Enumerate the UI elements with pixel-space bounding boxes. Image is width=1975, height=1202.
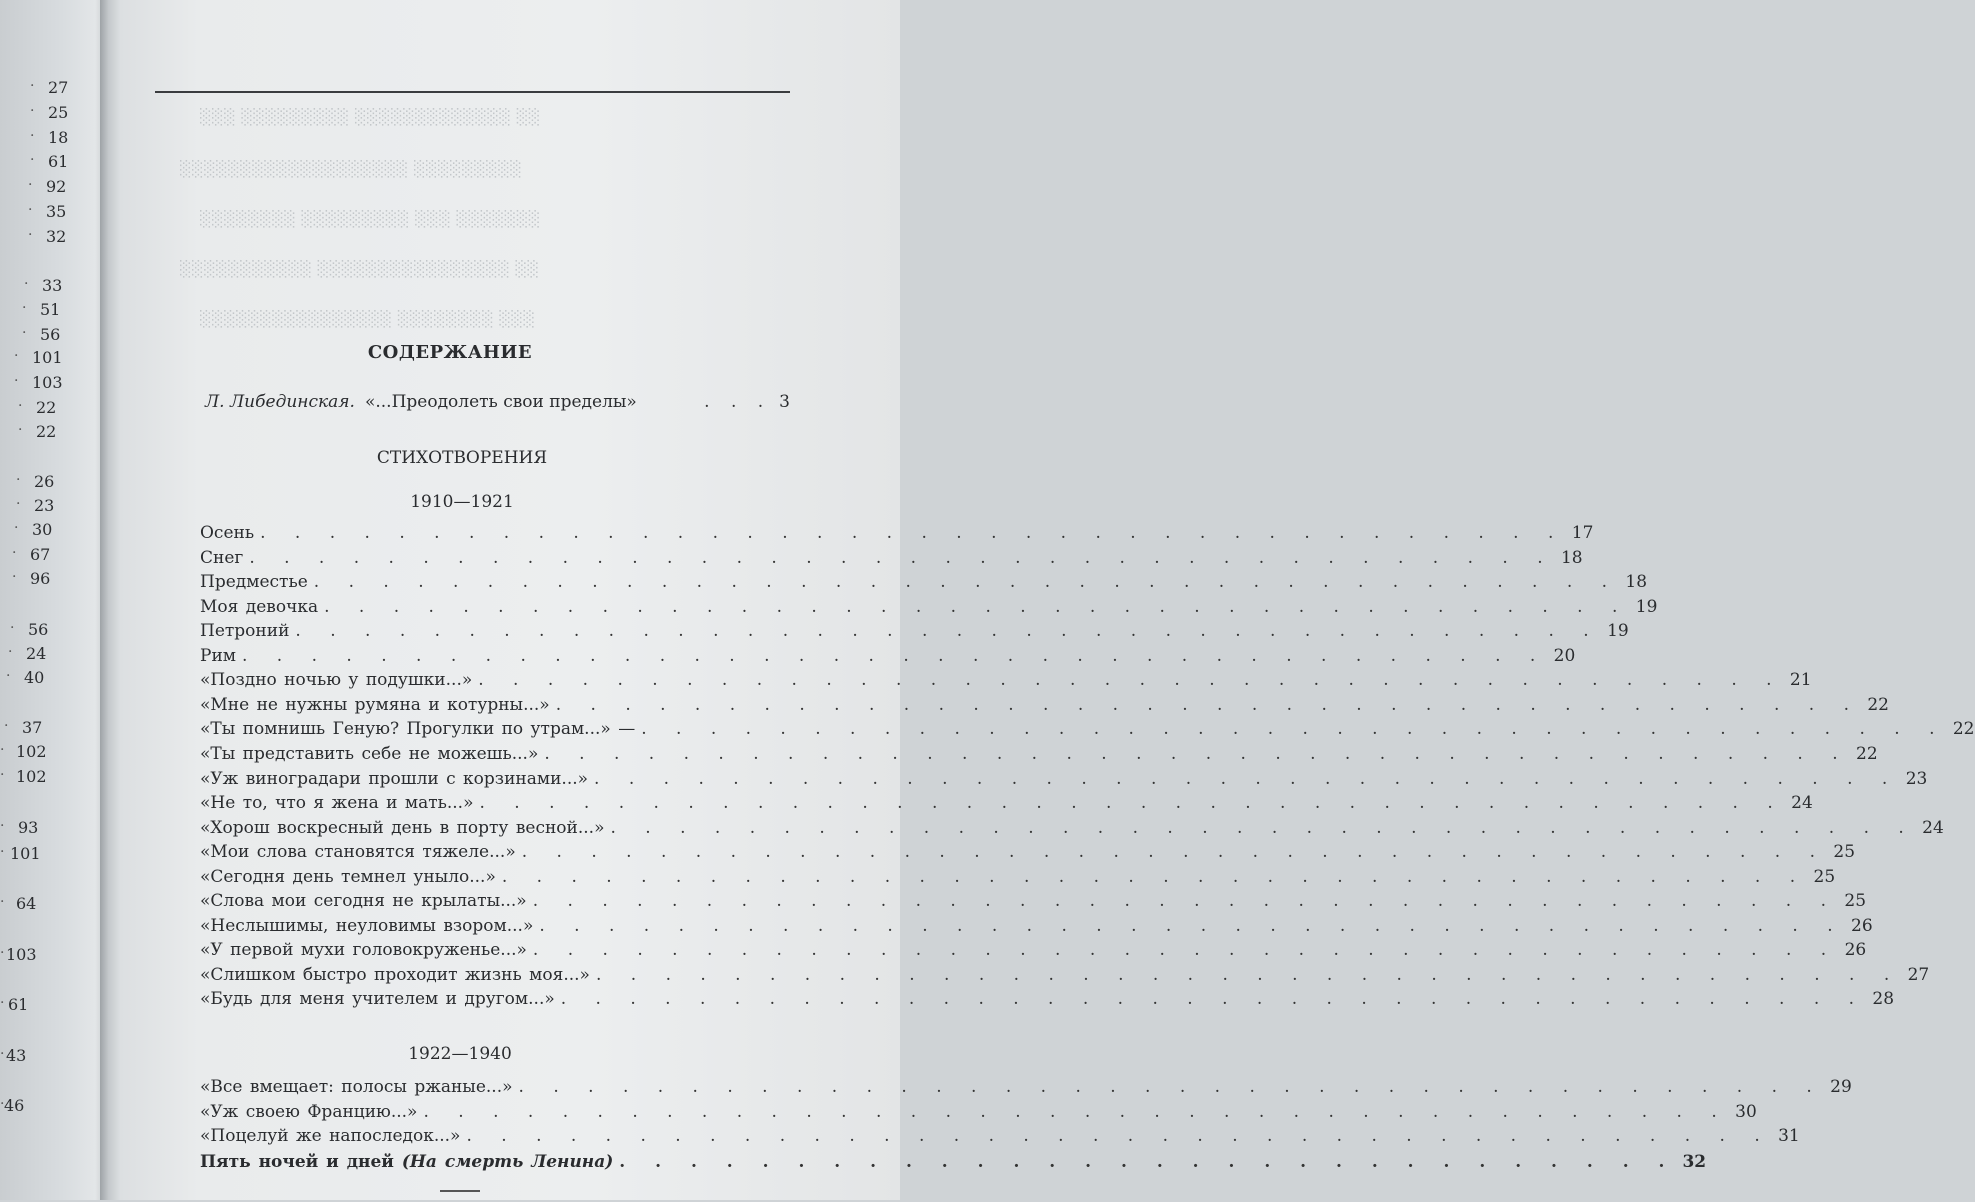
toc-entry-title: «Ты помнишь Геную? Прогулки по утрам...» —: [200, 719, 636, 740]
left-page-number: 18: [48, 128, 69, 147]
dot-leader: . . . . . . . . . . . . . . . . . . . . . . . . . . . . . . . . . . . . . .: [501, 866, 1808, 887]
toc-entry-page: 26: [1844, 940, 1867, 961]
toc-entry-page: 27: [1907, 964, 1930, 985]
last-entry-title: Пять ночей и дней: [200, 1152, 394, 1172]
toc-entry-page: 23: [1905, 768, 1928, 789]
toc-entry-title: «Хорош воскресный день в порту весной...»: [200, 817, 605, 838]
dot-leader: . . . . . . . . . . . . . . . . . . . . . . . . . . . . . . . . . . . . . .: [594, 768, 1900, 789]
left-dot-leader: ·: [0, 995, 5, 1011]
left-page-number: 102: [16, 742, 47, 761]
dot-leader: . . . . . . . . . . . . . . . . . . . . . . . . . . . . . . . . . . . . . .: [595, 964, 1902, 985]
toc-entry: [200, 915, 1873, 940]
left-page-number: 33: [42, 276, 63, 295]
toc-entry: [200, 743, 1878, 768]
toc-entry-title: «Уж виноградари прошли с корзинами...»: [200, 768, 589, 789]
left-page-number: 102: [16, 767, 47, 786]
show-through-text: ░░░ ░░░░░░░░░ ░░░░░░░░░░░░░ ░░: [200, 108, 541, 126]
toc-entry-page: 18: [1625, 572, 1648, 593]
toc-entry: [200, 989, 1895, 1013]
dot-leader: . . . . . . . . . . . . . . . . . . . . . . . . . . . . . . . . . . . . . .: [641, 719, 1947, 740]
left-page-number: 24: [26, 644, 47, 663]
left-page-number: 32: [46, 227, 67, 246]
toc-entry-page: 25: [1844, 891, 1867, 912]
left-page-number: 22: [36, 398, 57, 417]
left-page-number: 103: [6, 945, 37, 964]
left-page-number: 25: [48, 103, 69, 122]
toc-entry-page: 25: [1813, 866, 1836, 887]
dot-leader: . . . . . . . . . . . . . . . . . . . . . . . . . . . . . . . . . . . . . .: [466, 1126, 1772, 1146]
toc-entry: [200, 793, 1813, 817]
last-entry-subtitle: (На смерть Ленина): [401, 1152, 614, 1172]
toc-entry-title: «У первой мухи головокруженье...»: [200, 940, 527, 961]
toc-entry: [200, 694, 1889, 719]
page-number-cut: [440, 1190, 480, 1202]
left-page-number: 56: [40, 325, 61, 344]
left-dot-leader: ·: [18, 422, 23, 438]
toc-entry-title: «Уж своею Францию...»: [200, 1101, 418, 1122]
toc-entry-page: 22: [1952, 719, 1975, 740]
dot-leader: . . . . . . . . . . . . . . . . . . . . . . . . . . . . . . . . . . . . . .: [521, 842, 1828, 863]
dot-leader: . . . . . . . . . . . . . . . . . . . . . . . . . . . . . . . . . . . . . .: [555, 694, 1861, 715]
dot-leader: . . . . . . . . . . . . . . . . . . . . . . . . . . . . . . . . . . . . . .: [249, 547, 1555, 568]
book-spine: [100, 0, 122, 1200]
period-heading-2: 1922—1940: [408, 1044, 512, 1064]
toc-entry: [200, 891, 1867, 915]
toc-entry: [200, 1101, 1757, 1126]
left-page-number: 35: [46, 202, 67, 221]
toc-entry-page: 17: [1571, 523, 1594, 543]
toc-entry: [200, 523, 1594, 547]
left-dot-leader: ·: [16, 472, 21, 488]
toc-entry-title: [200, 1152, 613, 1172]
toc-entry: [200, 964, 1930, 989]
toc-entry-page: 19: [1635, 596, 1658, 617]
left-dot-leader: ·: [30, 152, 35, 168]
toc-entry-title: «Мои слова становятся тяжеле...»: [200, 842, 516, 863]
left-dot-leader: ·: [12, 569, 17, 585]
left-page-number: 43: [6, 1046, 27, 1065]
toc-entry: [200, 842, 1856, 866]
left-page-number: 101: [32, 348, 63, 367]
left-dot-leader: ·: [0, 844, 5, 860]
toc-entry-page: 24: [1922, 817, 1944, 838]
toc-entry: [200, 572, 1648, 596]
left-dot-leader: ·: [14, 348, 19, 364]
intro-title: «...Преодолеть свои пределы»: [364, 392, 637, 412]
intro-page: 3: [779, 392, 790, 412]
left-dot-leader: ·: [0, 1046, 5, 1062]
dot-leader: . . . . . . . . . . . . . . . . . . . . . . . . . . . . . . . . . . . . . .: [560, 989, 1867, 1010]
left-page-number: 93: [18, 818, 39, 837]
toc-entry-title: Петроний: [200, 621, 290, 642]
section-heading: СТИХОТВОРЕНИЯ: [376, 448, 548, 468]
dot-leader: . . . . . . . . . . . . . . . . . . . . . . . . . . . . . . . . . . . . . .: [324, 596, 1630, 617]
toc-entry-page: 29: [1830, 1077, 1852, 1097]
left-dot-leader: ·: [0, 945, 5, 961]
toc-entry-page: 32: [1682, 1152, 1707, 1172]
left-page-number: 26: [34, 472, 55, 491]
left-dot-leader: ·: [24, 276, 29, 292]
left-dot-leader: ·: [30, 128, 35, 144]
left-page-number: 103: [32, 373, 63, 392]
toc-entry-title: «Неслышимы, неуловимы взором...»: [200, 915, 534, 936]
left-page-number: 56: [28, 620, 49, 639]
toc-entry-title: «Слова мои сегодня не крылаты...»: [200, 891, 527, 912]
intro-dots: . . .: [704, 392, 772, 412]
header-rule: [155, 91, 790, 93]
toc-entry-title: Рим: [200, 645, 236, 666]
period-heading-1: 1910—1921: [410, 492, 514, 512]
left-dot-leader: ·: [4, 718, 9, 734]
intro-author: Л. Либединская.: [205, 392, 355, 412]
toc-entry: [200, 596, 1658, 621]
toc-entry: [200, 670, 1812, 694]
previous-page-edge: [0, 0, 112, 1200]
show-through-text: ░░░░░░░░ ░░░░░░░░░ ░░░ ░░░░░░░: [200, 210, 541, 228]
toc-entry-title: «Поцелуй же напоследок...»: [200, 1126, 461, 1146]
left-dot-leader: ·: [28, 177, 33, 193]
left-dot-leader: ·: [30, 78, 35, 94]
toc-entry-page: 22: [1856, 743, 1878, 764]
toc-entry-page: 21: [1789, 670, 1812, 691]
left-page-number: 40: [24, 668, 45, 687]
dot-leader: . . . . . . . . . . . . . . . . . . . . . . . . . . . . . . . . . . . . . .: [313, 572, 1620, 593]
page-title: СОДЕРЖАНИЕ: [367, 342, 533, 363]
dot-leader: . . . . . . . . . . . . . . . . . . . . . . . . . . . . . . . . . . . . . .: [539, 915, 1845, 936]
toc-entry-title: «Мне не нужны румяна и котурны...»: [200, 694, 550, 715]
left-dot-leader: ·: [16, 496, 21, 512]
left-dot-leader: ·: [0, 894, 5, 910]
left-page-number: 27: [48, 78, 69, 97]
left-dot-leader: ·: [14, 373, 19, 389]
toc-entry: [200, 1077, 1852, 1101]
toc-entry-page: 28: [1872, 989, 1895, 1010]
left-page-number: 61: [48, 152, 69, 171]
dot-leader: . . . . . . . . . . . . . . . . . . . . . . . . . . . . . . . . . . . . . .: [532, 891, 1839, 912]
show-through-text: ░░░░░░░░░░░░░░░░ ░░░░░░░░ ░░░: [200, 310, 536, 328]
dot-leader: . . . . . . . . . . . . . . . . . . . . . . . . . . . . . . . . . . . . . .: [479, 793, 1785, 814]
left-page-number: 61: [8, 995, 29, 1014]
left-dot-leader: ·: [22, 325, 27, 341]
left-page-number: 37: [22, 718, 43, 737]
toc-entry: [200, 768, 1928, 793]
left-dot-leader: ·: [6, 668, 11, 684]
dot-leader: . . . . . . . . . . . . . . . . . . . . . . . . . . . . . . . . . . . . . .: [478, 670, 1784, 691]
left-dot-leader: ·: [28, 227, 33, 243]
toc-entry-page: 22: [1867, 694, 1889, 715]
dot-leader: . . . . . . . . . . . . . . . . . . . . . . . . . . . . . . . . . . . . . .: [544, 743, 1850, 764]
dot-leader: . . . . . . . . . . . . . . . . . . . . . . . . . . . . . . . . . . . . . .: [423, 1101, 1729, 1122]
toc-entry: [200, 547, 1583, 572]
left-dot-leader: ·: [0, 742, 5, 758]
toc-entry-title: «Сегодня день темнел уныло...»: [200, 866, 496, 887]
left-page-number: 30: [32, 520, 53, 539]
toc-entry-title: Снег: [200, 547, 244, 568]
left-page-number: 51: [40, 300, 61, 319]
show-through-text: ░░░░░░░░░░░░░░░░░░░ ░░░░░░░░░: [180, 160, 523, 178]
left-dot-leader: ·: [14, 520, 19, 536]
toc-entry-last: [200, 1152, 1707, 1176]
left-page-number: 22: [36, 422, 57, 441]
toc-entry-title: Осень: [200, 523, 255, 543]
toc-entry: [200, 817, 1944, 842]
toc-entry-page: 26: [1851, 915, 1873, 936]
toc-entry-page: 18: [1560, 547, 1583, 568]
dot-leader: . . . . . . . . . . . . . . . . . . . . . . . . . . . . . . . . . . . . . .: [518, 1077, 1824, 1097]
left-dot-leader: ·: [10, 620, 15, 636]
toc-entry-page: 25: [1833, 842, 1856, 863]
intro-entry: [205, 392, 790, 416]
left-page-number: 64: [16, 894, 37, 913]
dot-leader: . . . . . . . . . . . . . . . . . . . . . . . . . . . . . . . . . . . . . .: [260, 523, 1566, 543]
toc-entry: [200, 940, 1867, 964]
show-through-text: ░░░░░░░░░░░ ░░░░░░░░░░░░░░░░ ░░: [180, 260, 540, 278]
toc-entry-page: 20: [1553, 645, 1576, 666]
left-dot-leader: ·: [12, 545, 17, 561]
toc-entry-page: 30: [1735, 1101, 1757, 1122]
toc-entry-page: 19: [1607, 621, 1629, 642]
dot-leader: . . . . . . . . . . . . . . . . . . . . . . . . . . . . . . . . . . . . . .: [532, 940, 1839, 961]
left-dot-leader: ·: [22, 300, 27, 316]
left-dot-leader: ·: [0, 1096, 5, 1112]
toc-entry-title: «Ты представить себе не можешь...»: [200, 743, 539, 764]
toc-entry: [200, 621, 1629, 645]
toc-entry-title: «Все вмещает: полосы ржаные...»: [200, 1077, 513, 1097]
dot-leader: . . . . . . . . . . . . . . . . . . . . . . . . . . . . . . . . . . . . . .: [610, 817, 1916, 838]
toc-entry: [200, 645, 1576, 670]
toc-entry-title: «Не то, что я жена и мать...»: [200, 793, 474, 814]
dot-leader: . . . . . . . . . . . . . . . . . . . . . . . . . . . . . . . . . . . . . .: [242, 645, 1548, 666]
dot-leader: . . . . . . . . . . . . . . . . . . . . . . . . . . . . . . . . . . . . . .: [295, 621, 1601, 642]
toc-entry-title: «Будь для меня учителем и другом...»: [200, 989, 555, 1010]
left-page-number: 23: [34, 496, 55, 515]
toc-entry: [200, 1126, 1800, 1150]
left-page-number: 96: [30, 569, 51, 588]
toc-entry-page: 31: [1778, 1126, 1800, 1146]
left-page-number: 67: [30, 545, 51, 564]
toc-entry-title: «Поздно ночью у подушки...»: [200, 670, 473, 691]
left-page-number: 101: [10, 844, 41, 863]
toc-entry-title: Моя девочка: [200, 596, 319, 617]
dot-leader: . . . . . . . . . . . . . . . . . . . . . . . . . . . . . .: [619, 1152, 1677, 1172]
left-dot-leader: ·: [28, 202, 33, 218]
toc-entry-title: Предместье: [200, 572, 308, 593]
toc-entry-title: «Слишком быстро проходит жизнь моя...»: [200, 964, 590, 985]
left-page-number: 46: [4, 1096, 25, 1115]
left-dot-leader: ·: [30, 103, 35, 119]
left-dot-leader: ·: [8, 644, 13, 660]
toc-entry: [200, 866, 1836, 891]
toc-entry: [200, 719, 1975, 743]
toc-entry-page: 24: [1791, 793, 1813, 814]
left-dot-leader: ·: [0, 818, 5, 834]
left-dot-leader: ·: [18, 398, 23, 414]
left-page-number: 92: [46, 177, 67, 196]
left-dot-leader: ·: [0, 767, 5, 783]
